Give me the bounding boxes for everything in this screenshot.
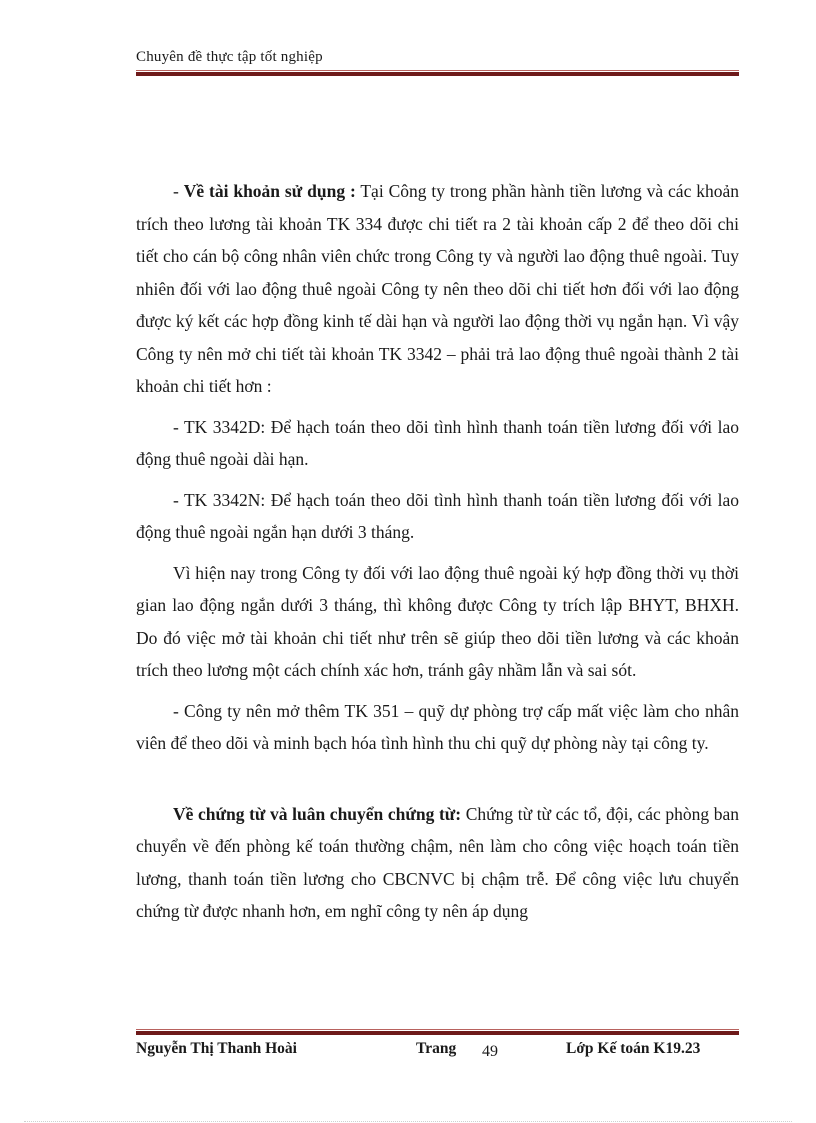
page-bottom-divider bbox=[24, 1121, 792, 1122]
header-rule bbox=[136, 70, 739, 76]
page-body bbox=[136, 175, 739, 928]
paragraph-tk-3342n: - TK 3342N: Để hạch toán theo dõi tình hình thanh toán tiền lương đối với lao động thuê ngoài ngắn hạn dưới 3 tháng. bbox=[136, 489, 739, 542]
paragraph-heading: Về tài khoản sử dụng : bbox=[183, 181, 356, 201]
paragraph-tk-351: - Công ty nên mở thêm TK 351 – quỹ dự phòng trợ cấp mất việc làm cho nhân viên để theo dõi và minh bạch hóa tình hình thu chi quỹ dự phòng này tại công ty. bbox=[136, 700, 739, 753]
footer-page-number: 49 bbox=[482, 1043, 498, 1060]
paragraph-heading: Về chứng từ và luân chuyển chứng từ: bbox=[173, 803, 462, 824]
footer-author: Nguyễn Thị Thanh Hoài bbox=[136, 1040, 297, 1057]
footer-rule bbox=[136, 1029, 739, 1035]
footer-page-label: Trang bbox=[416, 1040, 457, 1057]
paragraph-tk-3342d: - TK 3342D: Để hạch toán theo dõi tình hình thanh toán tiền lương đối với lao động thuê ngoài dài hạn. bbox=[136, 416, 739, 469]
paragraph-seasonal-labor: Vì hiện nay trong Công ty đối với lao động thuê ngoài ký hợp đồng thời vụ thời gian lao động ngắn dưới 3 tháng, thì không được Công ty trích lập BHYT, BHXH. Do đó việc mở tài khoản chi tiết như trên sẽ giúp theo dõi tiền lương và các khoản trích theo lương một cách chính xác hơn, tránh gây nhầm lẫn và sai sót. bbox=[136, 562, 739, 680]
footer-class: Lớp Kế toán K19.23 bbox=[566, 1040, 701, 1057]
paragraph-account-usage: - Về tài khoản sử dụng : Tại Công ty trong phần hành tiền lương và các khoản trích theo lương tài khoản TK 334 được chi tiết ra 2 tài khoản cấp 2 để theo dõi chi tiết cho cán bộ công nhân viên chức trong Công ty và người lao động thuê ngoài. Tuy nhiên đối với lao động thuê ngoài Công ty nên theo dõi chi tiết hơn đối với lao động được ký kết các hợp đồng kinh tế dài hạn và người lao động thời vụ ngắn hạn. Vì vậy Công ty nên mở chi tiết tài khoản TK 3342 – phải trả lao động thuê ngoài thành 2 tài khoản chi tiết hơn : bbox=[136, 181, 739, 396]
paragraph-documents: Về chứng từ và luân chuyển chứng từ: Chứng từ từ các tổ, đội, các phòng ban chuyển về đến phòng kế toán thường chậm, nên làm cho công việc hoạch toán tiền lương, thanh toán tiền lương cho CBCNVC bị chậm trễ. Để công việc lưu chuyển chứng từ được nhanh hơn, em nghĩ công ty nên áp dụng bbox=[136, 803, 740, 921]
document-header-title: Chuyên đề thực tập tốt nghiệp bbox=[136, 49, 323, 65]
